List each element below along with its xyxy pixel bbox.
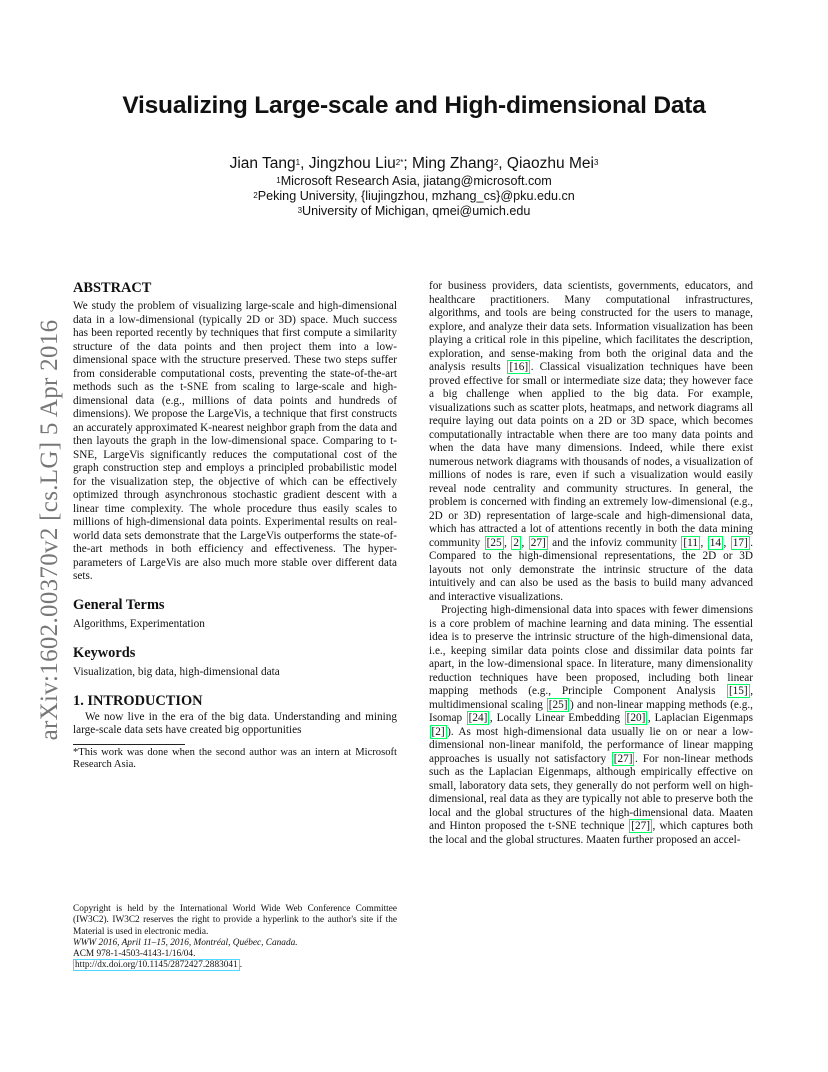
text-run: ). As most high-dimensional data usually lie on or near a low-dimensional non-linear manifold, the performance of linear mapping approaches is usually not satisfactory xyxy=(429,725,753,765)
author-name: Jingzhou Liu xyxy=(308,155,396,172)
affiliation-mark: 2 xyxy=(253,191,258,200)
author-mark: 2* xyxy=(395,158,404,167)
citation-link[interactable]: [16] xyxy=(509,361,529,373)
keywords-heading: Keywords xyxy=(73,645,136,661)
doi-link[interactable]: http://dx.doi.org/10.1145/2872427.2883041 xyxy=(75,960,238,971)
affiliation xyxy=(0,189,828,204)
text-run: and the infoviz community xyxy=(548,536,681,549)
author-mark: 3 xyxy=(593,158,599,167)
text-run: , which captures both the local and the global structures. Maaten further proposed an accel- xyxy=(429,820,753,846)
arxiv-identifier: arXiv:1602.00370v2 [cs.LG] 5 Apr 2016 xyxy=(36,319,63,741)
doi-suffix: . xyxy=(239,960,243,971)
acm-isbn: ACM 978-1-4503-4143-1/16/04. xyxy=(73,949,196,960)
abstract-text: We study the problem of visualizing large-scale and high-dimensional data in a low-dimensional (typically 2D or 3D) space. Much success has been reported recently by techniques that first compute a similarity structure of the data points and then project them into a low-dimensional space with the structure preserved. These two steps suffer from considerable computational costs, preventing the state-of-the-art methods such as the t-SNE from scaling to large-scale and high-dimensional data (e.g., millions of data points and hundreds of dimensions). We propose the LargeVis, a technique that first constructs an accurately approximated K-nearest neighbor graph from the data and then layouts the graph in the low-dimensional space. Comparing to t-SNE, LargeVis significantly reduces the computational cost of the graph construction step and employs a principled probabilistic model for the visualization step, the objective of which can be effectively optimized through asynchronous stochastic gradient descent with a linear time complexity. The whole procedure thus easily scales to millions of high-dimensional data points. Experimental results on real-world data sets demonstrate that the LargeVis outperforms the state-of-the-art methods in both efficiency and effectiveness. The hyper-parameters of LargeVis are also much more stable over different data sets. xyxy=(73,300,397,582)
intro-paragraph: for business providers, data scientists, governments, educators, and healthcare practitioners. Many computational infrastructures, algorithms, and tools are being constructed for the users to manage, explore, and analyze their data sets. Information visualization has been playing a critical role in this pipeline, which facilitates the description, exploration, and sense-making from both the original data and the analysis results [16] . Classical visualization techniques have been proved effective for small or intermediate size data; they however face a big challenge when applied to the big data. For example, visualizations such as scatter plots, heatmaps, and network diagrams all require laying out data points on a 2D or 3D space, which becomes computationally intractable when there are too many data points and when the data have many dimensions. Indeed, while there exist numerous network diagrams with thousands of nodes, a visualization of millions of nodes is rare, even if such a visualization would easily reveal node centrality and community structures. In general, the problem is concerned with finding an extremely low-dimensional (e.g., 2D or 3D) representation of large-scale and high-dimensional data, which has attracted a lot of attentions recently in both the data mining community [25 , 2 , 27] and the infoviz community [11 , 14 , 17] . Compared to the high-dimensional representations, the 2D or 3D layouts not only demonstrate the intrinsic structure of the data intuitively and can also be used as the basis to build many advanced and interactive visualizations. xyxy=(429,280,754,603)
right-column xyxy=(429,280,753,847)
conference-line: WWW 2016, April 11–15, 2016, Montréal, Québec, Canada. xyxy=(73,937,298,948)
citation-link[interactable]: [25] xyxy=(548,698,568,711)
left-column xyxy=(73,280,397,771)
introduction-heading: 1. INTRODUCTION xyxy=(73,692,203,709)
text-run: for business providers, data scientists, governments, educators, and healthcare practitioners. Many computational infrastructures, algorithms, and tools are being constructed for the users to manage, explore, and analyze their data sets. Information visualization has been playing a critical role in this pipeline, which facilitates the description, exploration, and sense-making from both the original data and the analysis results xyxy=(429,280,753,373)
affiliation-mark: 1 xyxy=(276,176,281,185)
footnote: *This work was done when the second author was an intern at Microsoft Research Asia. xyxy=(73,746,397,770)
citation-link[interactable]: [20] xyxy=(626,712,646,724)
intro-paragraph xyxy=(429,604,753,847)
footnote-divider xyxy=(73,744,185,745)
introduction-text: We now live in the era of the big data. Understanding and mining large-scale data sets have created big opportunities xyxy=(73,710,397,736)
citation-link[interactable]: [27] xyxy=(631,820,650,832)
citation-link[interactable]: 17] xyxy=(732,536,748,549)
citation-link[interactable]: [15] xyxy=(728,685,748,697)
author-name: Qiaozhu Mei xyxy=(506,155,594,172)
author-name: Jian Tang xyxy=(229,155,296,172)
citation-link[interactable]: 2 xyxy=(513,536,520,549)
affiliation-text: Peking University, {liujingzhou, mzhang_cs}@pku.edu.cn xyxy=(257,189,575,203)
affiliation xyxy=(0,174,828,189)
citation-link[interactable]: [2] xyxy=(431,725,445,738)
citation-link[interactable]: [11 xyxy=(683,536,699,549)
affiliation-text: Microsoft Research Asia, jiatang@microsoft.com xyxy=(280,174,552,188)
keywords-text: Visualization, big data, high-dimensional data xyxy=(73,666,280,678)
text-run: . For non-linear methods such as the Laplacian Eigenmaps, although empirically effective on small, laboratory data sets, they generally do not perform well on high-dimensional, real data as they are typically not able to preserve both the local and the global structures of the high-dimensional data. Maaten and Hinton proposed the t-SNE technique xyxy=(429,752,753,832)
general-terms-heading: General Terms xyxy=(73,596,165,613)
text-run: . Classical visualization techniques have been proved effective for small or intermediate size data; they however face a big challenge when applied to the big data. For example, visualizations such as scatter plots, heatmaps, and network diagrams all require laying out data points on a 2D or 3D space, which becomes computationally intractable when there are too many data points and when the data have many dimensions. Indeed, while there exist numerous network diagrams with thousands of nodes, a visualization of millions of nodes is rare, even if such a visualization would easily reveal node centrality and community structures. In general, the problem is concerned with finding an extremely low-dimensional (e.g., 2D or 3D) representation of large-scale and high-dimensional data, which has attracted a lot of attentions recently in both the data mining community xyxy=(429,361,753,549)
text-run: , multidimensional scaling xyxy=(429,685,753,711)
author-mark: 2 xyxy=(493,158,499,167)
citation-link[interactable]: 27] xyxy=(530,536,546,549)
author-list: Jian Tang$^1$, Jingzhou Liu$^{2*}$; Ming Zhang$^2$, Qiaozhu Mei$^3$ xyxy=(229,155,599,172)
text-run: . Compared to the high-dimensional representations, the 2D or 3D layouts not only demonstrate the intrinsic structure of the data intuitively and can also be used as the basis to build many advanced and interactive visualizations. xyxy=(429,536,754,603)
abstract-heading: ABSTRACT xyxy=(73,280,152,296)
text-run: ) and non-linear mapping methods (e.g., Isomap xyxy=(429,698,753,724)
paper-title: Visualizing Large-scale and High-dimensional Data xyxy=(122,92,706,119)
affiliation xyxy=(0,204,828,219)
affiliation-mark: 3 xyxy=(297,206,303,215)
author-name: Ming Zhang xyxy=(411,155,494,172)
text-run: , Locally Linear Embedding xyxy=(489,712,625,724)
text-run: , Laplacian Eigenmaps xyxy=(647,712,753,724)
citation-link[interactable]: [24] xyxy=(468,712,488,724)
general-terms-text: Algorithms, Experimentation xyxy=(73,617,205,630)
copyright-notice: Copyright is held by the International World Wide Web Conference Committee (IW3C2). IW3C2 reserves the right to provide a hyperlink to the author's site if the Material is used in electronic media. xyxy=(73,904,397,937)
citation-link[interactable]: [25 xyxy=(486,536,502,549)
affiliation-text: University of Michigan, qmei@umich.edu xyxy=(302,204,531,218)
text-run: Projecting high-dimensional data into spaces with fewer dimensions is a core problem of machine learning and data mining. The essential idea is to preserve the intrinsic structure of the high-dimensional data, i.e., keeping similar data points close and dissimilar data points far apart, in the low-dimensional space. In literature, many dimensionality reduction techniques have been proposed, including both linear mapping methods (e.g., Principle Component Analysis xyxy=(429,604,753,697)
citation-link[interactable]: [27] xyxy=(613,752,633,765)
copyright-block xyxy=(73,904,397,972)
author-mark: 1 xyxy=(295,158,301,167)
citation-link[interactable]: 14 xyxy=(709,536,721,549)
